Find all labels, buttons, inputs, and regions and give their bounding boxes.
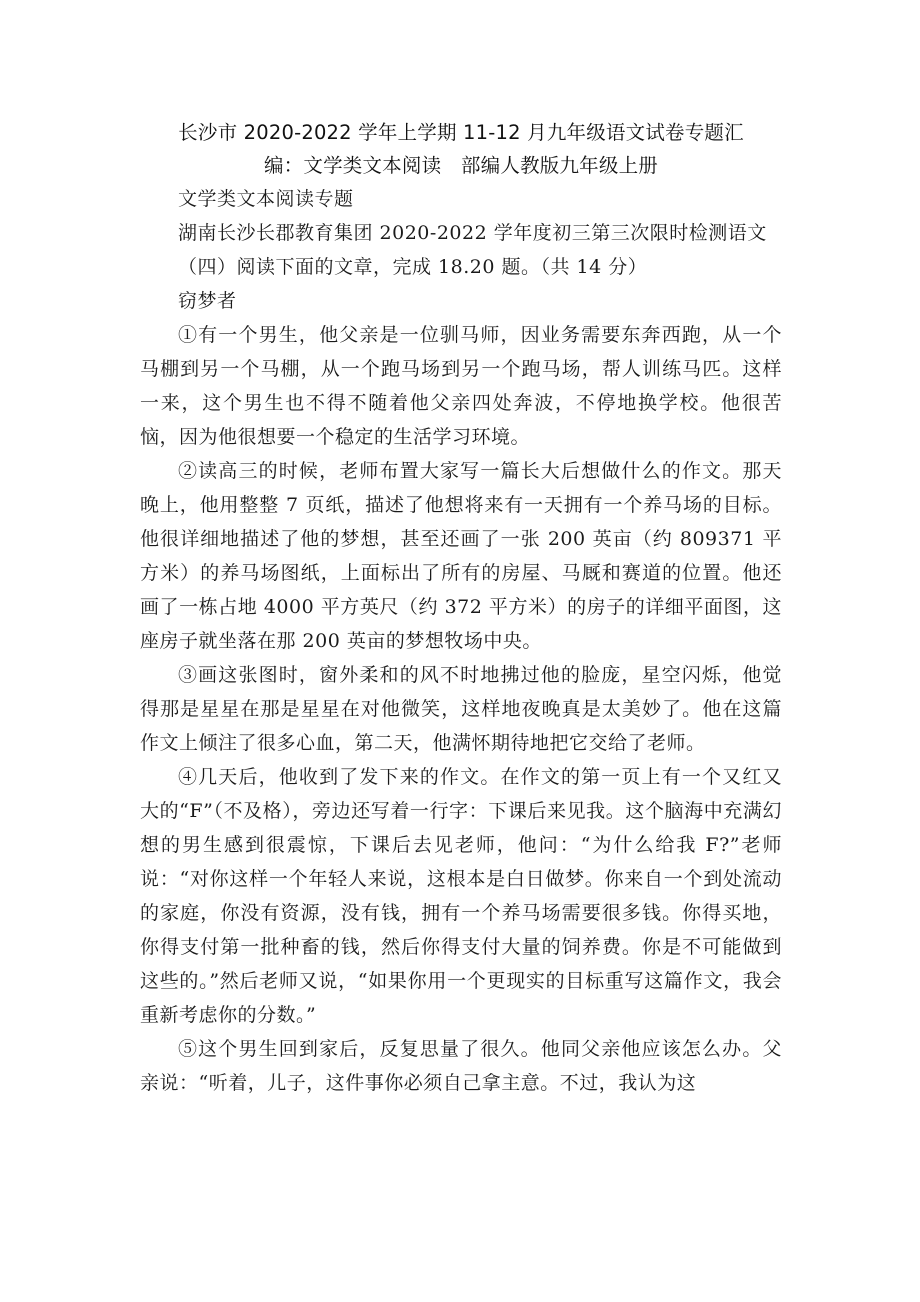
title-line-2: 编：文学类文本阅读 部编人教版九年级上册 (263, 154, 658, 177)
document-body (140, 112, 782, 1100)
paragraph-3: ③画这张图时，窗外柔和的风不时地拂过他的脸庞，星空闪烁，他觉得那是星星在那是星星在对他微笑，这样地夜晚真是太美妙了。他在这篇作文上倾注了很多心血，第二天，他满怀期待地把它交给了老师。 (140, 664, 782, 754)
exam-source: 湖南长沙长郡教育集团 2020-2022 学年度初三第三次限时检测语文 (178, 222, 767, 244)
article-title: 窃梦者 (178, 290, 237, 312)
question-instruction: （四）阅读下面的文章，完成 18.20 题。（共 14 分） (178, 256, 648, 278)
document-title (140, 116, 782, 182)
paragraph-4: ④几天后，他收到了发下来的作文。在作文的第一页上有一个又红又大的“F”（不及格），旁边还写着一行字：下课后来见我。这个脑海中充满幻想的男生感到很震惊，下课后去见老师，他问：“为什么给我 F?”老师说：“对你这样一个年轻人来说，这根本是白日做梦。你来自一个到处流动的家庭，你没有资源，没有钱，拥有一个养马场需要很多钱。你得买地，你得支付第一批种畜的钱，然后你得支付大量的饲养费。你是不可能做到这些的。”然后老师又说，“如果你用一个更现实的目标重写这篇作文，我会重新考虑你的分数。” (140, 766, 782, 1026)
paragraph-1: ①有一个男生，他父亲是一位驯马师，因业务需要东奔西跑，从一个马棚到另一个马棚，从一个跑马场到另一个跑马场，帮人训练马匹。这样一来，这个男生也不得不随着他父亲四处奔波，不停地换学校。他很苦恼，因为他很想要一个稳定的生活学习环境。 (140, 324, 782, 448)
paragraph-2: ②读高三的时候，老师布置大家写一篇长大后想做什么的作文。那天晚上，他用整整 7 页纸，描述了他想将来有一天拥有一个养马场的目标。他很详细地描述了他的梦想，甚至还画了一张 200 英亩（约 809371 平方米）的养马场图纸，上面标出了所有的房屋、马厩和赛道的位置。他还画了一栋占地 4000 平方英尺（约 372 平方米）的房子的详细平面图，这座房子就坐落在那 200 英亩的梦想牧场中央。 (140, 460, 782, 652)
section-heading: 文学类文本阅读专题 (178, 188, 354, 210)
paragraph-5: ⑤这个男生回到家后，反复思量了很久。他同父亲他应该怎么办。父亲说：“听着，儿子，这件事你必须自己拿主意。不过，我认为这 (140, 1038, 782, 1094)
title-line-1: 长沙市 2020-2022 学年上学期 11-12 月九年级语文试卷专题汇 (178, 121, 744, 144)
